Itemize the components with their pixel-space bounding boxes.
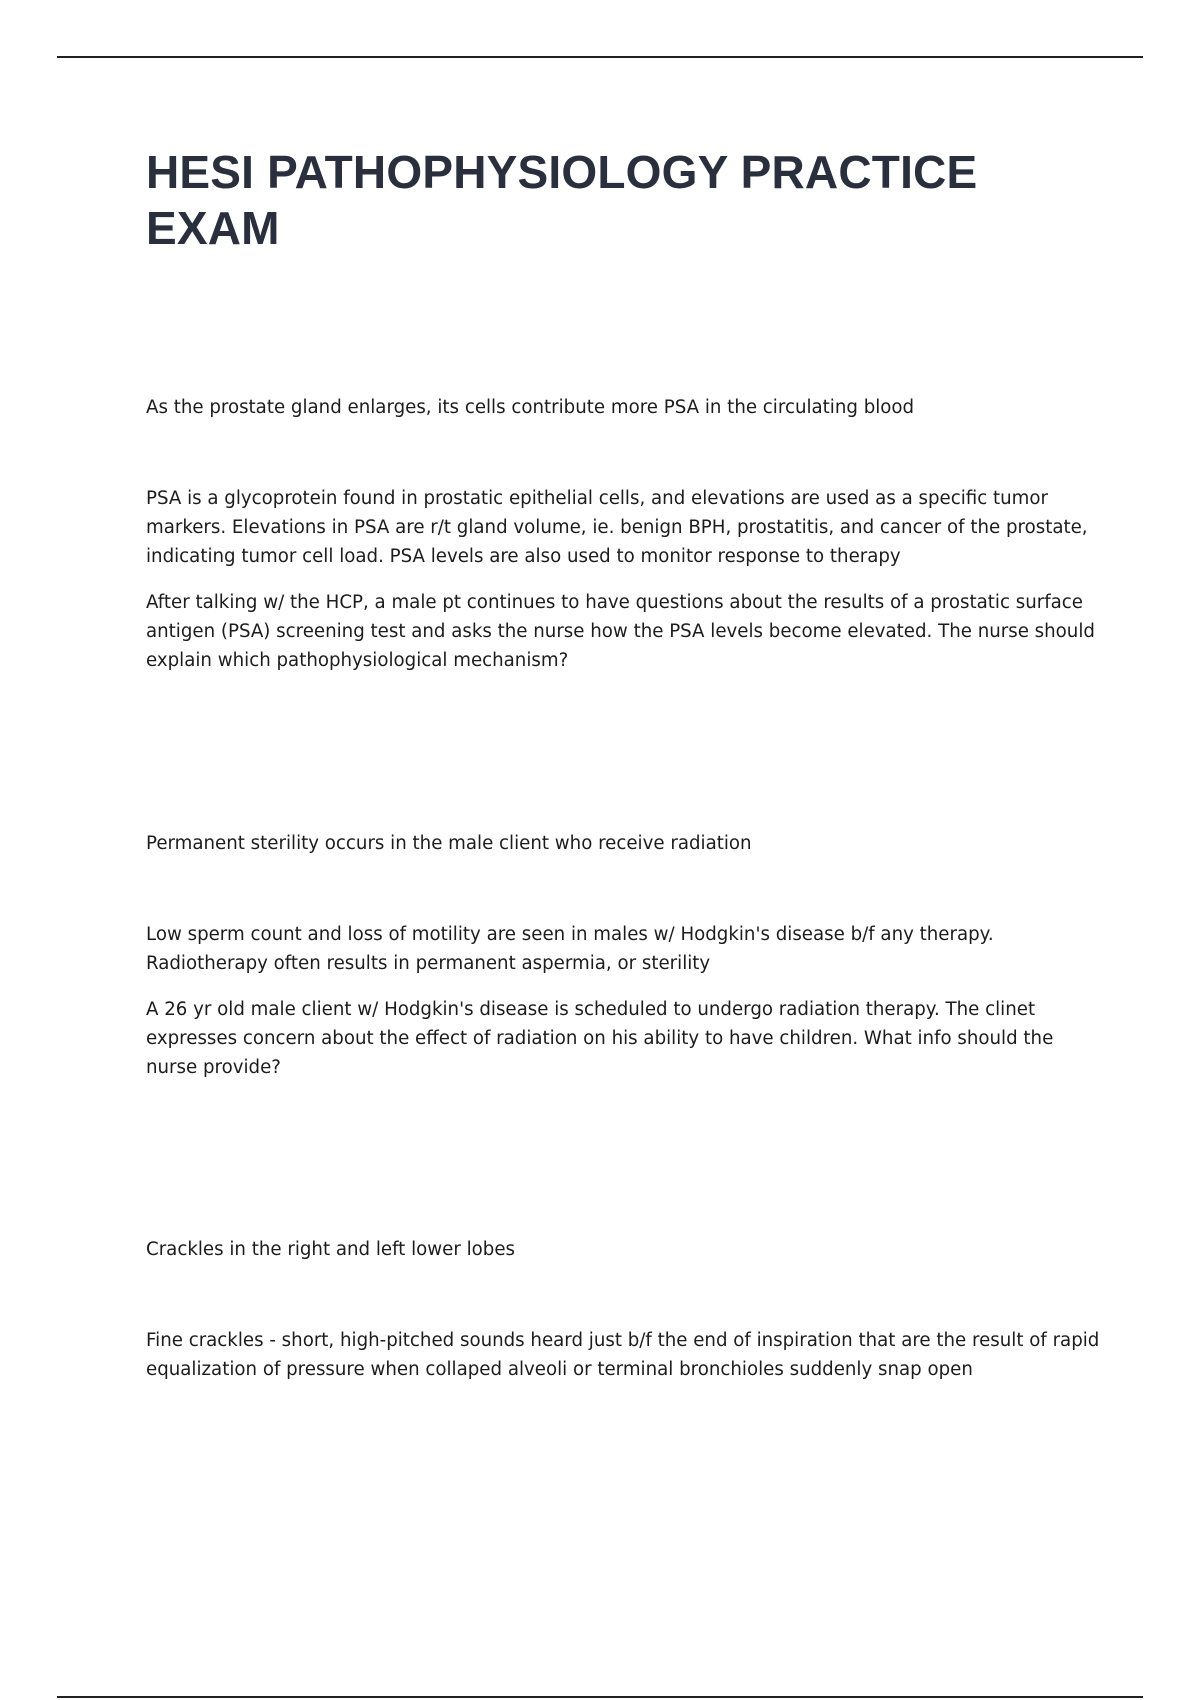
card-1-rationale: PSA is a glycoprotein found in prostatic epithelial cells, and elevations are used as a specific tumor markers. Elevations in PSA are r/t gland volume, ie. benign BPH, prostatitis, and cancer of the prostate, indicating tumor cell load. PSA levels are also used to monitor response to therapy: [146, 488, 1088, 567]
card-1-question: After talking w/ the HCP, a male pt continues to have questions about the results of a prostatic surface antigen (PSA) screening test and asks the nurse how the PSA levels become elevated. The nurse should explain which pathophysiological mechanism?: [146, 592, 1095, 671]
page-title: HESI PATHOPHYSIOLOGY PRACTICE EXAM: [146, 146, 978, 254]
top-divider: [57, 56, 1143, 58]
card-2-question: A 26 yr old male client w/ Hodgkin's disease is scheduled to undergo radiation therapy. The clinet expresses concern about the effect of radiation on his ability to have children. What info should the nurse provide?: [146, 999, 1054, 1078]
bottom-divider: [57, 1696, 1143, 1698]
card-2-rationale: Low sperm count and loss of motility are seen in males w/ Hodgkin's disease b/f any therapy. Radiotherapy often results in permanent aspermia, or sterility: [146, 924, 994, 974]
card-1-answer: As the prostate gland enlarges, its cells contribute more PSA in the circulating blood: [146, 397, 915, 418]
card-3-answer: Crackles in the right and left lower lobes: [146, 1239, 515, 1260]
card-2-answer: Permanent sterility occurs in the male client who receive radiation: [146, 833, 752, 854]
card-3-rationale: Fine crackles - short, high-pitched sounds heard just b/f the end of inspiration that are the result of rapid equalization of pressure when collaped alveoli or terminal bronchioles suddenly snap open: [146, 1330, 1100, 1380]
